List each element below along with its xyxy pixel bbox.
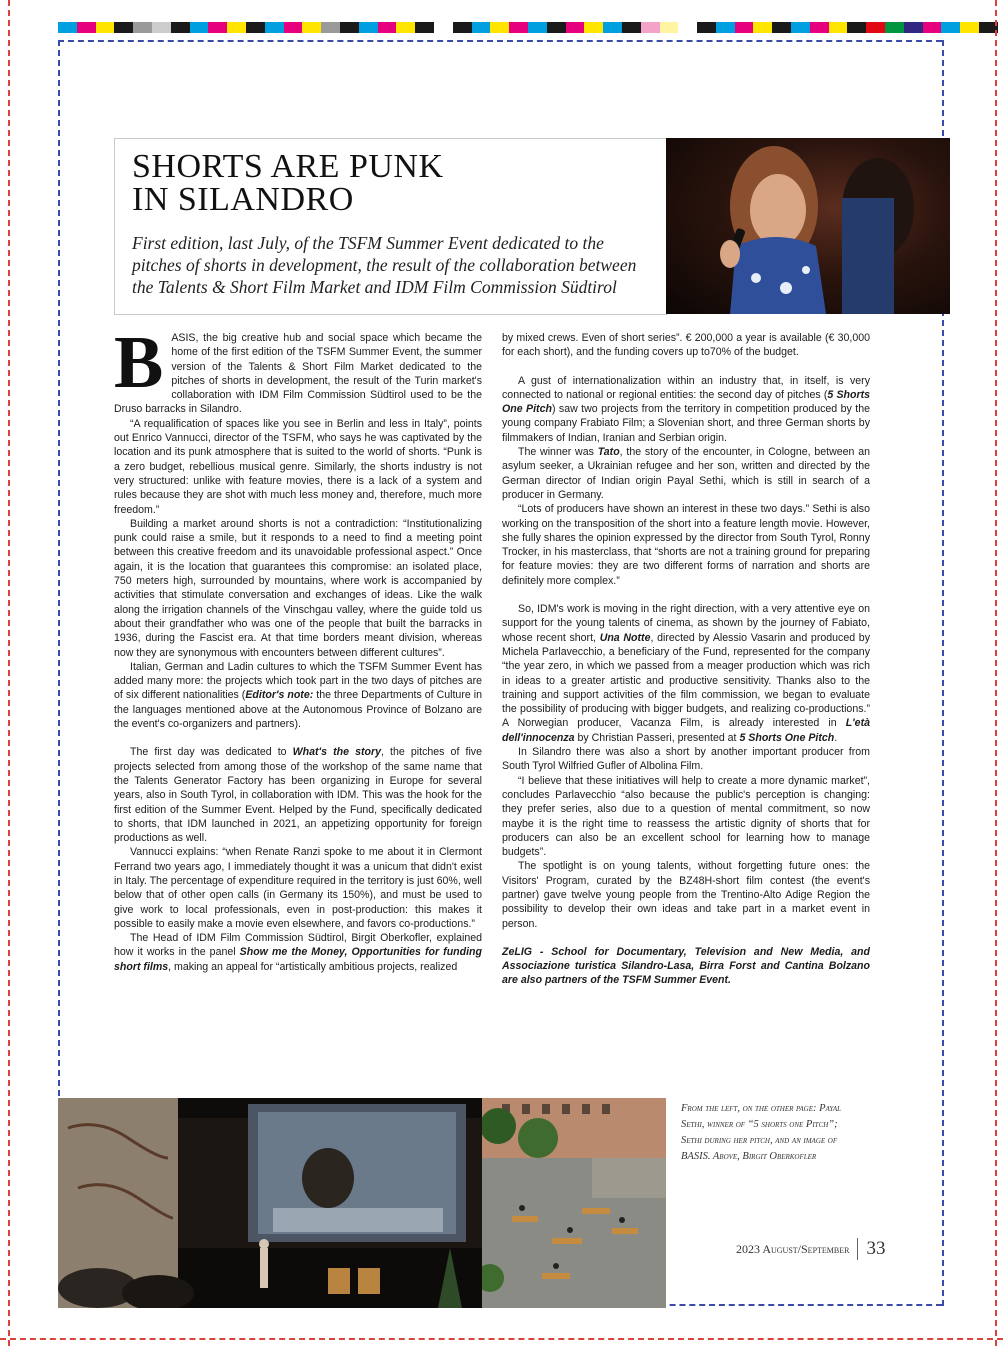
color-swatch <box>960 22 979 33</box>
article-subtitle: First edition, last July, of the TSFM Summer Event dedicated to the pitches of shorts in development, the result of the collaboration between the Talents & Short Film Market and IDM Film Commission Südtirol <box>132 233 637 297</box>
color-swatch <box>716 22 735 33</box>
trim-line-top <box>58 40 942 42</box>
color-swatch <box>791 22 810 33</box>
color-swatch <box>847 22 866 33</box>
page-folio <box>736 1238 885 1260</box>
body-paragraph: “I believe that these initiatives will help to create a more dynamic market”, concludes Parlavecchio “also because the public's perception is changing: they prefer series, also due to a question of mental commitment, so now maybe it is the right time to reassess the artistic dignity of shorts that for producers can also be an excellent school for learning how to manage budgets”. <box>502 774 870 859</box>
color-swatch <box>396 22 415 33</box>
film-title: Una Notte <box>599 631 651 644</box>
paragraph-text: . <box>834 731 838 744</box>
color-swatch <box>490 22 509 33</box>
color-swatch <box>622 22 641 33</box>
body-paragraph: Vannucci explains: “when Renate Ranzi spoke to me about it in Clermont Ferrand two years ago, I immediately thought it was a unicum that didn't exist in Italy. The percentage of expenditure required in the territory is just 60%, well below that of other open calls (in Germany its 150%), and must be used to give work to local professionals, even in post-production: this makes it possible to easily make a movie even elsewhere, and favors co-productions.” <box>114 846 482 930</box>
color-swatch <box>810 22 829 33</box>
body-paragraph <box>502 374 870 445</box>
paragraph-text: the three Departments of Culture in the languages mentioned above at the Autonomous Province of Bolzano are the event's co-organizers and partners). <box>114 689 482 731</box>
color-swatch <box>359 22 378 33</box>
trim-line-bottom <box>640 1304 942 1306</box>
film-title: Tato <box>597 446 620 459</box>
body-paragraph: In Silandro there was also a short by another important producer from South Tyrol Wilfried Gufler of Albolina Film. <box>502 746 870 773</box>
color-swatch <box>171 22 190 33</box>
color-swatch <box>753 22 772 33</box>
drop-cap: B <box>114 322 164 404</box>
paragraph-text: by Christian Passeri, presented at <box>574 731 740 744</box>
color-swatch <box>96 22 115 33</box>
issue-date: 2023 August/September <box>736 1241 850 1256</box>
color-swatch <box>566 22 585 33</box>
color-swatch <box>584 22 603 33</box>
bleed-cut-line-right <box>995 0 997 1346</box>
color-registration-bar <box>58 22 998 33</box>
article-title: SHORTS ARE PUNK IN SILANDRO <box>132 148 444 218</box>
paragraph-text: ASIS, the big creative hub and social space which became the home of the first edition of the TSFM Summer Event, the summer version of the Talents & Short Film Market dedicated to the pitches of shorts in development, the result of the Turin market's collaboration with IDM Film Commission Südtirol used to be the Druso barracks in Silandro. <box>114 332 482 416</box>
body-paragraph: by mixed crews. Even of short series”. € 200,000 a year is available (€ 30,000 for each short), and the funding covers up to70% of the budget. <box>502 332 870 359</box>
color-swatch <box>603 22 622 33</box>
color-swatch <box>190 22 209 33</box>
color-swatch <box>735 22 754 33</box>
body-paragraph: Building a market around shorts is not a contradiction: “Institutionalizing punk could raise a smile, but it responds to a need to find a meeting point between this creative freedom and its unavoidable professional aspect.” Once again, it is the location that guarantees this compromise: an isolated place, 750 meters high, surrounded by mountains, where work is accompanied by activities that stimulate conversation and exchanges of ideas. Like the walk along the irrigation channels of the Vinschgau valley, where the guide told us about their grandfather who was one of the people that built the barracks in 1936, during the Fascist era. At that time borders meant division, whereas now they are synonymous with encounters between different cultures”. <box>114 517 482 659</box>
body-paragraph: “A requalification of spaces like you see in Berlin and less in Italy”, points out Enrico Vannucci, director of the TSFM, who says he was captivated by the location and its punk atmosphere that is suited to the world of shorts. “Punk is a zero budget, rebellious musical genre. Similarly, the shorts industry is not very structured: unlike with feature movies, there is a lack of a system and rules because they are shot with much less money and, therefore, much more freedom.” <box>114 417 482 516</box>
editors-note-label: Editor's note: <box>245 689 314 702</box>
body-paragraph: The spotlight is on young talents, without forgetting future ones: the Visitors' Program, curated by the BZ48H-short film contest (the event's partner) gave twelve young people from the Trentino-Alto Adige Region the possibility to develop their own ideas and take part in a market event in person. <box>502 860 870 930</box>
paragraph-text: The Head of IDM Film Commission Südtirol, Birgit Oberkofler, explained how it works in the panel <box>114 932 482 959</box>
body-paragraph <box>502 445 870 502</box>
body-paragraph <box>114 660 482 731</box>
color-swatch <box>434 22 453 33</box>
paragraph-text: , the story of the encounter, in Cologne, between an asylum seeker, a Ukrainian refugee and her son, written and directed by the German director of Indian origin Payal Sethi, which is still in search of a producer in Germany. <box>502 446 870 501</box>
color-swatch <box>302 22 321 33</box>
color-swatch <box>340 22 359 33</box>
bleed-cut-line-left <box>8 0 10 1346</box>
film-title: L'età dell'innocenza <box>502 717 870 744</box>
body-paragraph <box>114 931 482 974</box>
color-swatch <box>453 22 472 33</box>
bleed-cut-line-bottom <box>0 1338 1003 1340</box>
body-paragraph <box>114 322 482 417</box>
courtyard-illustration <box>482 1098 666 1308</box>
color-swatch <box>941 22 960 33</box>
color-swatch <box>246 22 265 33</box>
program-name: What's the story <box>292 746 381 759</box>
paragraph-text: , the pitches of five projects selected from among those of the workshop of the same name that the Talents Generator Factory has been organizing in Europe for several years, also in South Tyrol, in collaboration with IDM. This was the hook for the first edition of the Summer Event. Helped by the Fund, specifically dedicated to shorts, that IDM launched in 2021, an appetizing opportunity for foreign productions as well. <box>114 746 482 845</box>
photo-speaker-with-microphone <box>666 138 950 314</box>
color-swatch <box>472 22 491 33</box>
body-paragraph <box>502 602 870 745</box>
color-swatch <box>528 22 547 33</box>
article-column-left <box>114 322 482 974</box>
color-swatch <box>227 22 246 33</box>
color-swatch <box>829 22 848 33</box>
color-swatch <box>133 22 152 33</box>
color-swatch <box>321 22 340 33</box>
color-swatch <box>378 22 397 33</box>
program-name: 5 Shorts One Pitch <box>502 388 870 416</box>
color-swatch <box>265 22 284 33</box>
photo-courtyard-aerial <box>482 1098 666 1308</box>
paragraph-text: ) saw two projects from the territory in competition produced by the young company Frabiato Film; a Slovenian short, and three German shorts by filmmakers of Indian, Iranian and Serbian origin. <box>502 403 870 444</box>
color-swatch <box>885 22 904 33</box>
color-swatch <box>660 22 679 33</box>
cinema-illustration <box>58 1098 482 1308</box>
paragraph-text: Italian, German and Ladin cultures to which the TSFM Summer Event has added many more: the projects which took part in the two days of pitches are of six different nationalities ( <box>114 660 482 702</box>
paragraph-text: The winner was <box>518 446 598 459</box>
color-swatch <box>866 22 885 33</box>
article-column-right <box>502 331 870 988</box>
panel-name: Show me the Money, Opportunities for funding short films <box>114 946 482 973</box>
color-swatch <box>509 22 528 33</box>
paragraph-text: The first day was dedicated to <box>130 746 293 759</box>
partner-credits: ZeLIG - School for Documentary, Television and New Media, and Associazione turistica Silandro-Lasa, Birra Forst and Cantina Bolzano are also partners of the TSFM Summer Event. <box>502 945 870 987</box>
color-swatch <box>208 22 227 33</box>
color-swatch <box>678 22 697 33</box>
folio-divider <box>857 1238 858 1260</box>
paragraph-text: , directed by Alessio Vasarin and produced by Michela Parlavecchio, a beneficiary of the Fund, represented for the company “the year zero, in which we passed from a meager production which was rich in ideas to a greater artistic and productive sensitivity. Thanks also to the training and support activities of the film commission, we began to evaluate the possibility of producing with bigger budgets, and realizing co-productions.” A Norwegian producer, Vacanza Film, is already interested in <box>502 631 870 730</box>
paragraph-text: So, IDM's work is moving in the right direction, with a very attentive eye on support for the young talents of cinema, as shown by the journey of Fabiato, whose recent short, <box>502 603 870 644</box>
color-swatch <box>772 22 791 33</box>
body-paragraph: “Lots of producers have shown an interest in these two days.” Sethi is also working on the transposition of the short into a feature length movie. However, she fully shares the opinion expressed by the director from South Tyrol, Ronny Trocker, in his masterclass, that “shorts are not a training ground for preparing for feature movies: they are two different forms of narration and shorts are definitely more complex.” <box>502 503 870 587</box>
color-swatch <box>923 22 942 33</box>
paragraph-text: A gust of internationalization within an industry that, in itself, is very connected to national or regional entities: the second day of pitches ( <box>502 374 870 401</box>
color-swatch <box>58 22 77 33</box>
color-swatch <box>547 22 566 33</box>
photo-caption: From the left, on the other page: Payal Sethi, winner of “5 shorts one Pitch”; Sethi during her pitch, and an image of BASIS. Above, Birgit Oberkofler <box>681 1103 841 1162</box>
paragraph-text: , making an appeal for “artistically ambitious projects, realized <box>168 960 458 973</box>
page-number: 33 <box>866 1238 886 1259</box>
color-swatch <box>697 22 716 33</box>
color-swatch <box>152 22 171 33</box>
program-name: 5 Shorts One Pitch <box>739 731 835 744</box>
color-swatch <box>904 22 923 33</box>
speaker-illustration <box>666 138 950 314</box>
color-swatch <box>284 22 303 33</box>
body-paragraph <box>114 745 482 845</box>
photo-cinema-screen-pitch <box>58 1098 482 1308</box>
color-swatch <box>77 22 96 33</box>
color-swatch <box>641 22 660 33</box>
color-swatch <box>415 22 434 33</box>
color-swatch <box>114 22 133 33</box>
